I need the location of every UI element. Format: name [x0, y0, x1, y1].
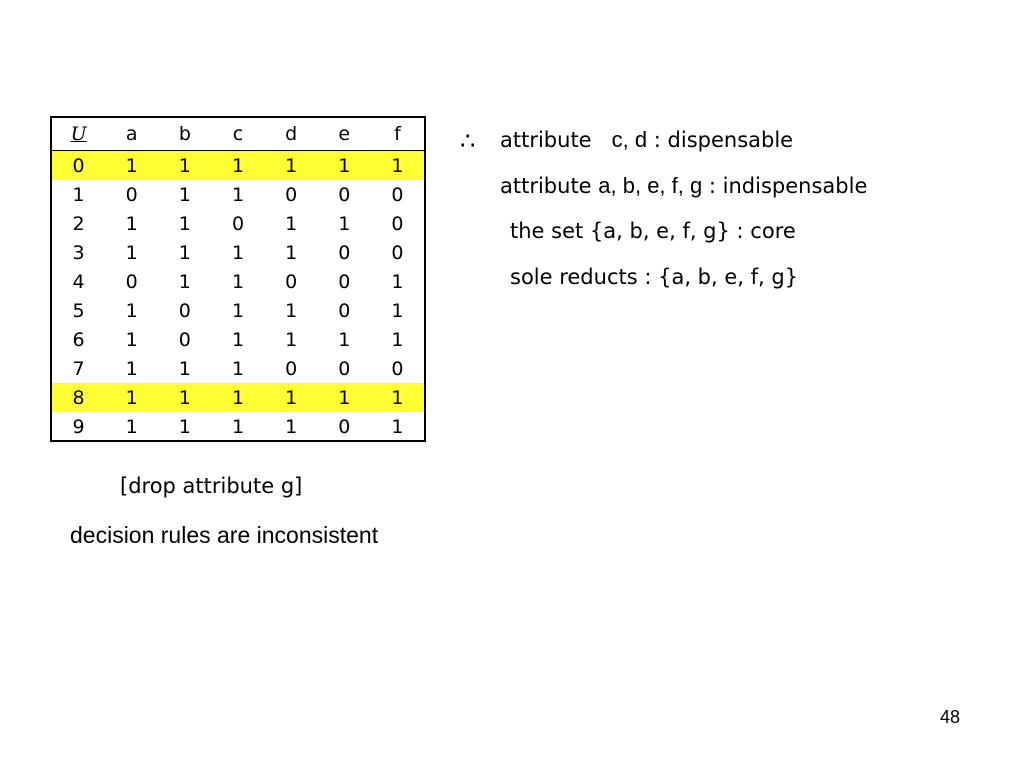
- table-cell: 1: [178, 212, 191, 235]
- table-cell: 2: [72, 212, 85, 235]
- table-cell: 1: [318, 151, 371, 181]
- inconsistent-caption: decision rules are inconsistent: [70, 522, 379, 548]
- table-cell: 1: [231, 415, 245, 438]
- table-cell: 1: [231, 299, 245, 322]
- therefore-symbol: ∴: [460, 127, 476, 155]
- table-cell: 1: [211, 383, 264, 412]
- note-line-core: the set {a, b, e, f, g} : core: [510, 219, 796, 243]
- table-row: [52, 151, 424, 181]
- table-cell: 1: [285, 299, 298, 322]
- table-cell: 5: [72, 299, 85, 322]
- decision-table: [50, 116, 426, 442]
- table-cell: 1: [338, 212, 351, 235]
- table-cell: 0: [391, 357, 404, 380]
- table-cell: 0: [338, 270, 351, 293]
- table-cell: 1: [178, 357, 191, 380]
- table-cell: 1: [318, 383, 371, 412]
- table-cell: 1: [178, 415, 191, 438]
- column-header: U: [52, 118, 105, 151]
- table-cell: 1: [178, 241, 191, 264]
- table-row: [52, 238, 424, 267]
- note-attributes: c, d: [611, 127, 648, 152]
- table-cell: 1: [285, 328, 298, 351]
- table-cell: 1: [178, 183, 191, 206]
- table-cell: 0: [338, 241, 351, 264]
- table-cell: 1: [231, 241, 245, 264]
- table-cell: 0: [125, 183, 138, 206]
- table-cell: 1: [178, 270, 191, 293]
- table-cell: 0: [391, 183, 404, 206]
- table-cell: 8: [52, 383, 105, 412]
- table-cell: 9: [72, 415, 85, 438]
- table-cell: 1: [158, 383, 211, 412]
- column-header: c: [211, 118, 264, 151]
- column-header: f: [371, 118, 424, 151]
- table-row: [52, 180, 424, 209]
- table-cell: 1: [105, 151, 158, 181]
- table-cell: 1: [125, 212, 138, 235]
- table-cell: 1: [72, 183, 85, 206]
- table-cell: 1: [105, 383, 158, 412]
- note-prefix: attribute: [500, 128, 592, 152]
- table-cell: 0: [285, 183, 298, 206]
- table-cell: 0: [338, 357, 351, 380]
- note-line-reducts: sole reducts : {a, b, e, f, g}: [510, 265, 799, 289]
- note-attributes: a, b, e, f, g: [598, 173, 703, 198]
- table-cell: 1: [391, 328, 404, 351]
- column-header: a: [105, 118, 158, 151]
- table-cell: 0: [231, 212, 245, 235]
- table-row: [52, 383, 424, 412]
- table-cell: 0: [338, 415, 351, 438]
- table-cell: 1: [285, 415, 298, 438]
- table-cell: 6: [72, 328, 85, 351]
- note-line-indispensable: [500, 173, 867, 199]
- note-prefix: attribute: [500, 174, 599, 198]
- note-suffix: : indispensable: [702, 174, 868, 198]
- table-cell: 1: [391, 299, 404, 322]
- table-cell: 1: [231, 270, 245, 293]
- table-cell: 1: [125, 241, 138, 264]
- table-cell: 1: [285, 212, 298, 235]
- table-cell: 0: [178, 299, 191, 322]
- table-cell: 0: [285, 270, 298, 293]
- table-cell: 3: [72, 241, 85, 264]
- table-row: [52, 209, 424, 238]
- table-cell: 1: [371, 383, 424, 412]
- table-cell: 1: [231, 328, 245, 351]
- table-cell: 1: [211, 151, 264, 181]
- table-cell: 0: [338, 183, 351, 206]
- table-cell: 0: [391, 212, 404, 235]
- note-suffix: : dispensable: [647, 128, 794, 152]
- drop-attribute-caption: [drop attribute g]: [120, 474, 303, 498]
- table-cell: 0: [125, 270, 138, 293]
- table-cell: 1: [158, 151, 211, 181]
- table-cell: 1: [338, 328, 351, 351]
- table-cell: 4: [72, 270, 85, 293]
- table-cell: 1: [125, 299, 138, 322]
- table-row: [52, 296, 424, 325]
- table-row: [52, 267, 424, 296]
- table-cell: 0: [285, 357, 298, 380]
- table-cell: 1: [285, 241, 298, 264]
- column-header: e: [318, 118, 371, 151]
- table-cell: 0: [178, 328, 191, 351]
- table-row: [52, 325, 424, 354]
- table-cell: 1: [125, 328, 138, 351]
- table-row: [52, 354, 424, 383]
- table-cell: 0: [338, 299, 351, 322]
- column-header: b: [158, 118, 211, 151]
- table-cell: 1: [125, 415, 138, 438]
- column-header: d: [265, 118, 318, 151]
- table-cell: 1: [231, 183, 245, 206]
- table-cell: 1: [391, 415, 404, 438]
- table-cell: 1: [125, 357, 138, 380]
- table-cell: 0: [52, 151, 105, 181]
- table-cell: 7: [72, 357, 85, 380]
- table-row: [52, 412, 424, 441]
- table-cell: 0: [391, 241, 404, 264]
- table-cell: 1: [265, 383, 318, 412]
- table-cell: 1: [371, 151, 424, 181]
- note-line-dispensable: [500, 127, 793, 153]
- table-cell: 1: [265, 151, 318, 181]
- page-number: 48: [940, 707, 961, 727]
- table-cell: 1: [231, 357, 245, 380]
- table-cell: 1: [391, 270, 404, 293]
- table-header-row: [52, 118, 424, 151]
